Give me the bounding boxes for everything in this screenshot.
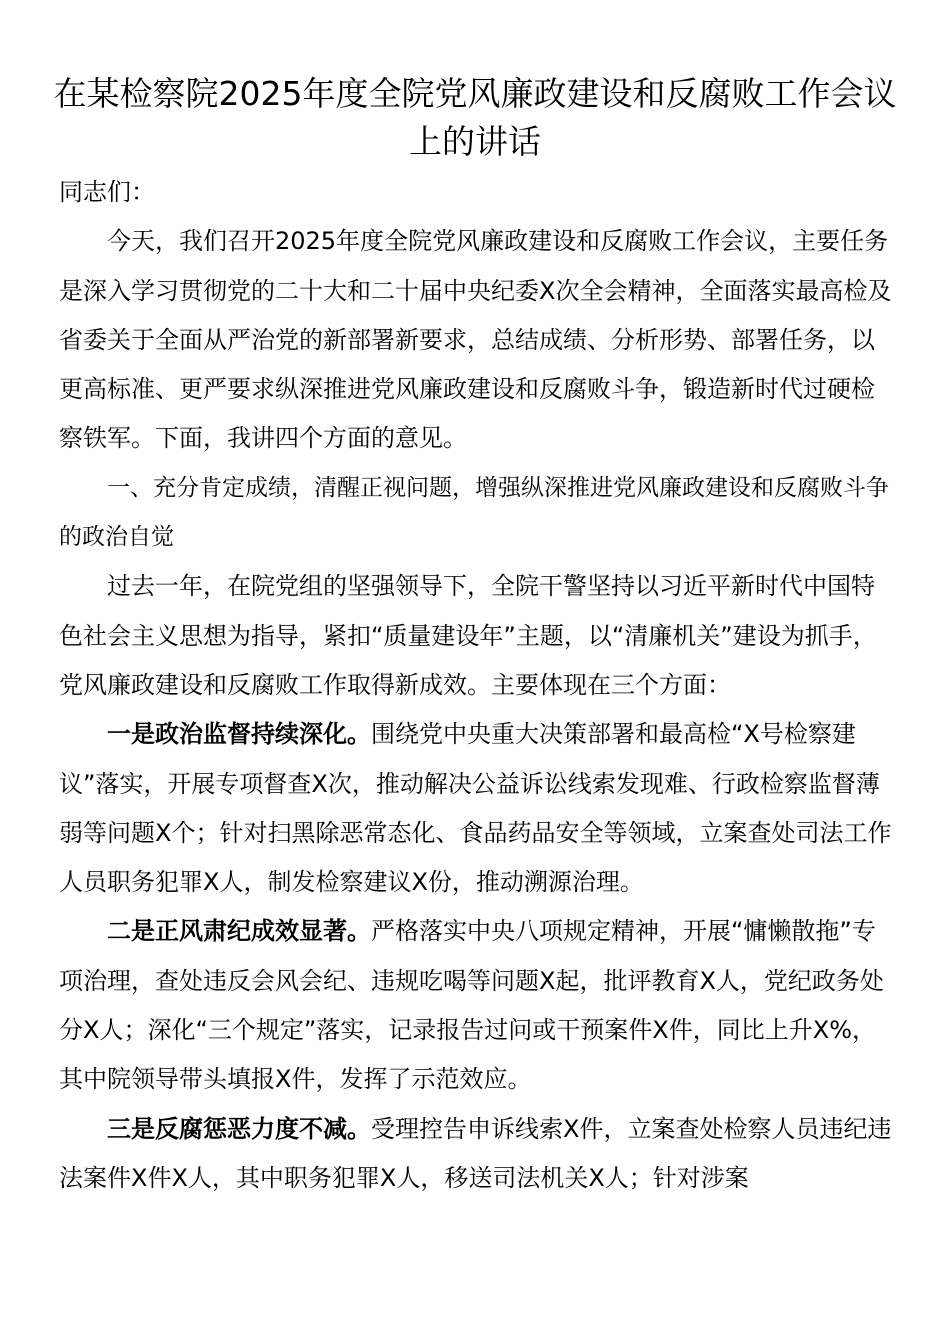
- document-title: 在某检察院2025年度全院党风廉政建设和反腐败工作会议上的讲话: [53, 74, 897, 161]
- point-paragraph-3: [59, 1105, 894, 1204]
- point-text-2: 严格落实中央八项规定精神，开展“慵懒散拖”专项治理，查处违反会风会纪、违规吃喝等问题X起，批评教育X人，党纪政务处分X人；深化“三个规定”落实，记录报告过问或干预案件X件，同比上升X%，其中院领导带头填报X件，发挥了示范效应。: [59, 917, 884, 1094]
- point-paragraph-2: [59, 907, 894, 1104]
- point-lead-2: 二是正风肃纪成效显著。: [107, 917, 371, 946]
- section-heading-1: 一、充分肯定成绩，清醒正视问题，增强纵深推进党风廉政建设和反腐败斗争的政治自觉: [59, 474, 889, 551]
- point-lead-3: 三是反腐惩恶力度不减。: [107, 1114, 371, 1143]
- document-body: [59, 168, 894, 1203]
- point-lead-1: 一是政治监督持续深化。: [107, 720, 371, 749]
- section-paragraph-1: 过去一年，在院党组的坚强领导下，全院干警坚持以习近平新时代中国特色社会主义思想为指导，紧扣“质量建设年”主题，以“清廉机关”建设为抓手，党风廉政建设和反腐败工作取得新成效。主要体现在三个方面：: [59, 572, 877, 699]
- point-paragraph-1: [59, 710, 894, 907]
- point-text-1: 围绕党中央重大决策部署和最高检“X号检察建议”落实，开展专项督查X次，推动解决公益诉讼线索发现难、行政检察监督薄弱等问题X个；针对扫黑除恶常态化、食品药品安全等领域，立案查处司法工作人员职务犯罪X人，制发检察建议X份，推动溯源治理。: [59, 720, 892, 897]
- salutation: 同志们：: [59, 178, 155, 206]
- intro-paragraph: 今天，我们召开2025年度全院党风廉政建设和反腐败工作会议，主要任务是深入学习贯彻党的二十大和二十届中央纪委X次全会精神，全面落实最高检及省委关于全面从严治党的新部署新要求，总结成绩、分析形势、部署任务，以更高标准、更严要求纵深推进党风廉政建设和反腐败斗争，锻造新时代过硬检察铁军。下面，我讲四个方面的意见。: [59, 227, 892, 453]
- point-text-3: 受理控告申诉线索X件，立案查处检察人员违纪违法案件X件X人，其中职务犯罪X人，移送司法机关X人；针对涉案: [59, 1114, 892, 1192]
